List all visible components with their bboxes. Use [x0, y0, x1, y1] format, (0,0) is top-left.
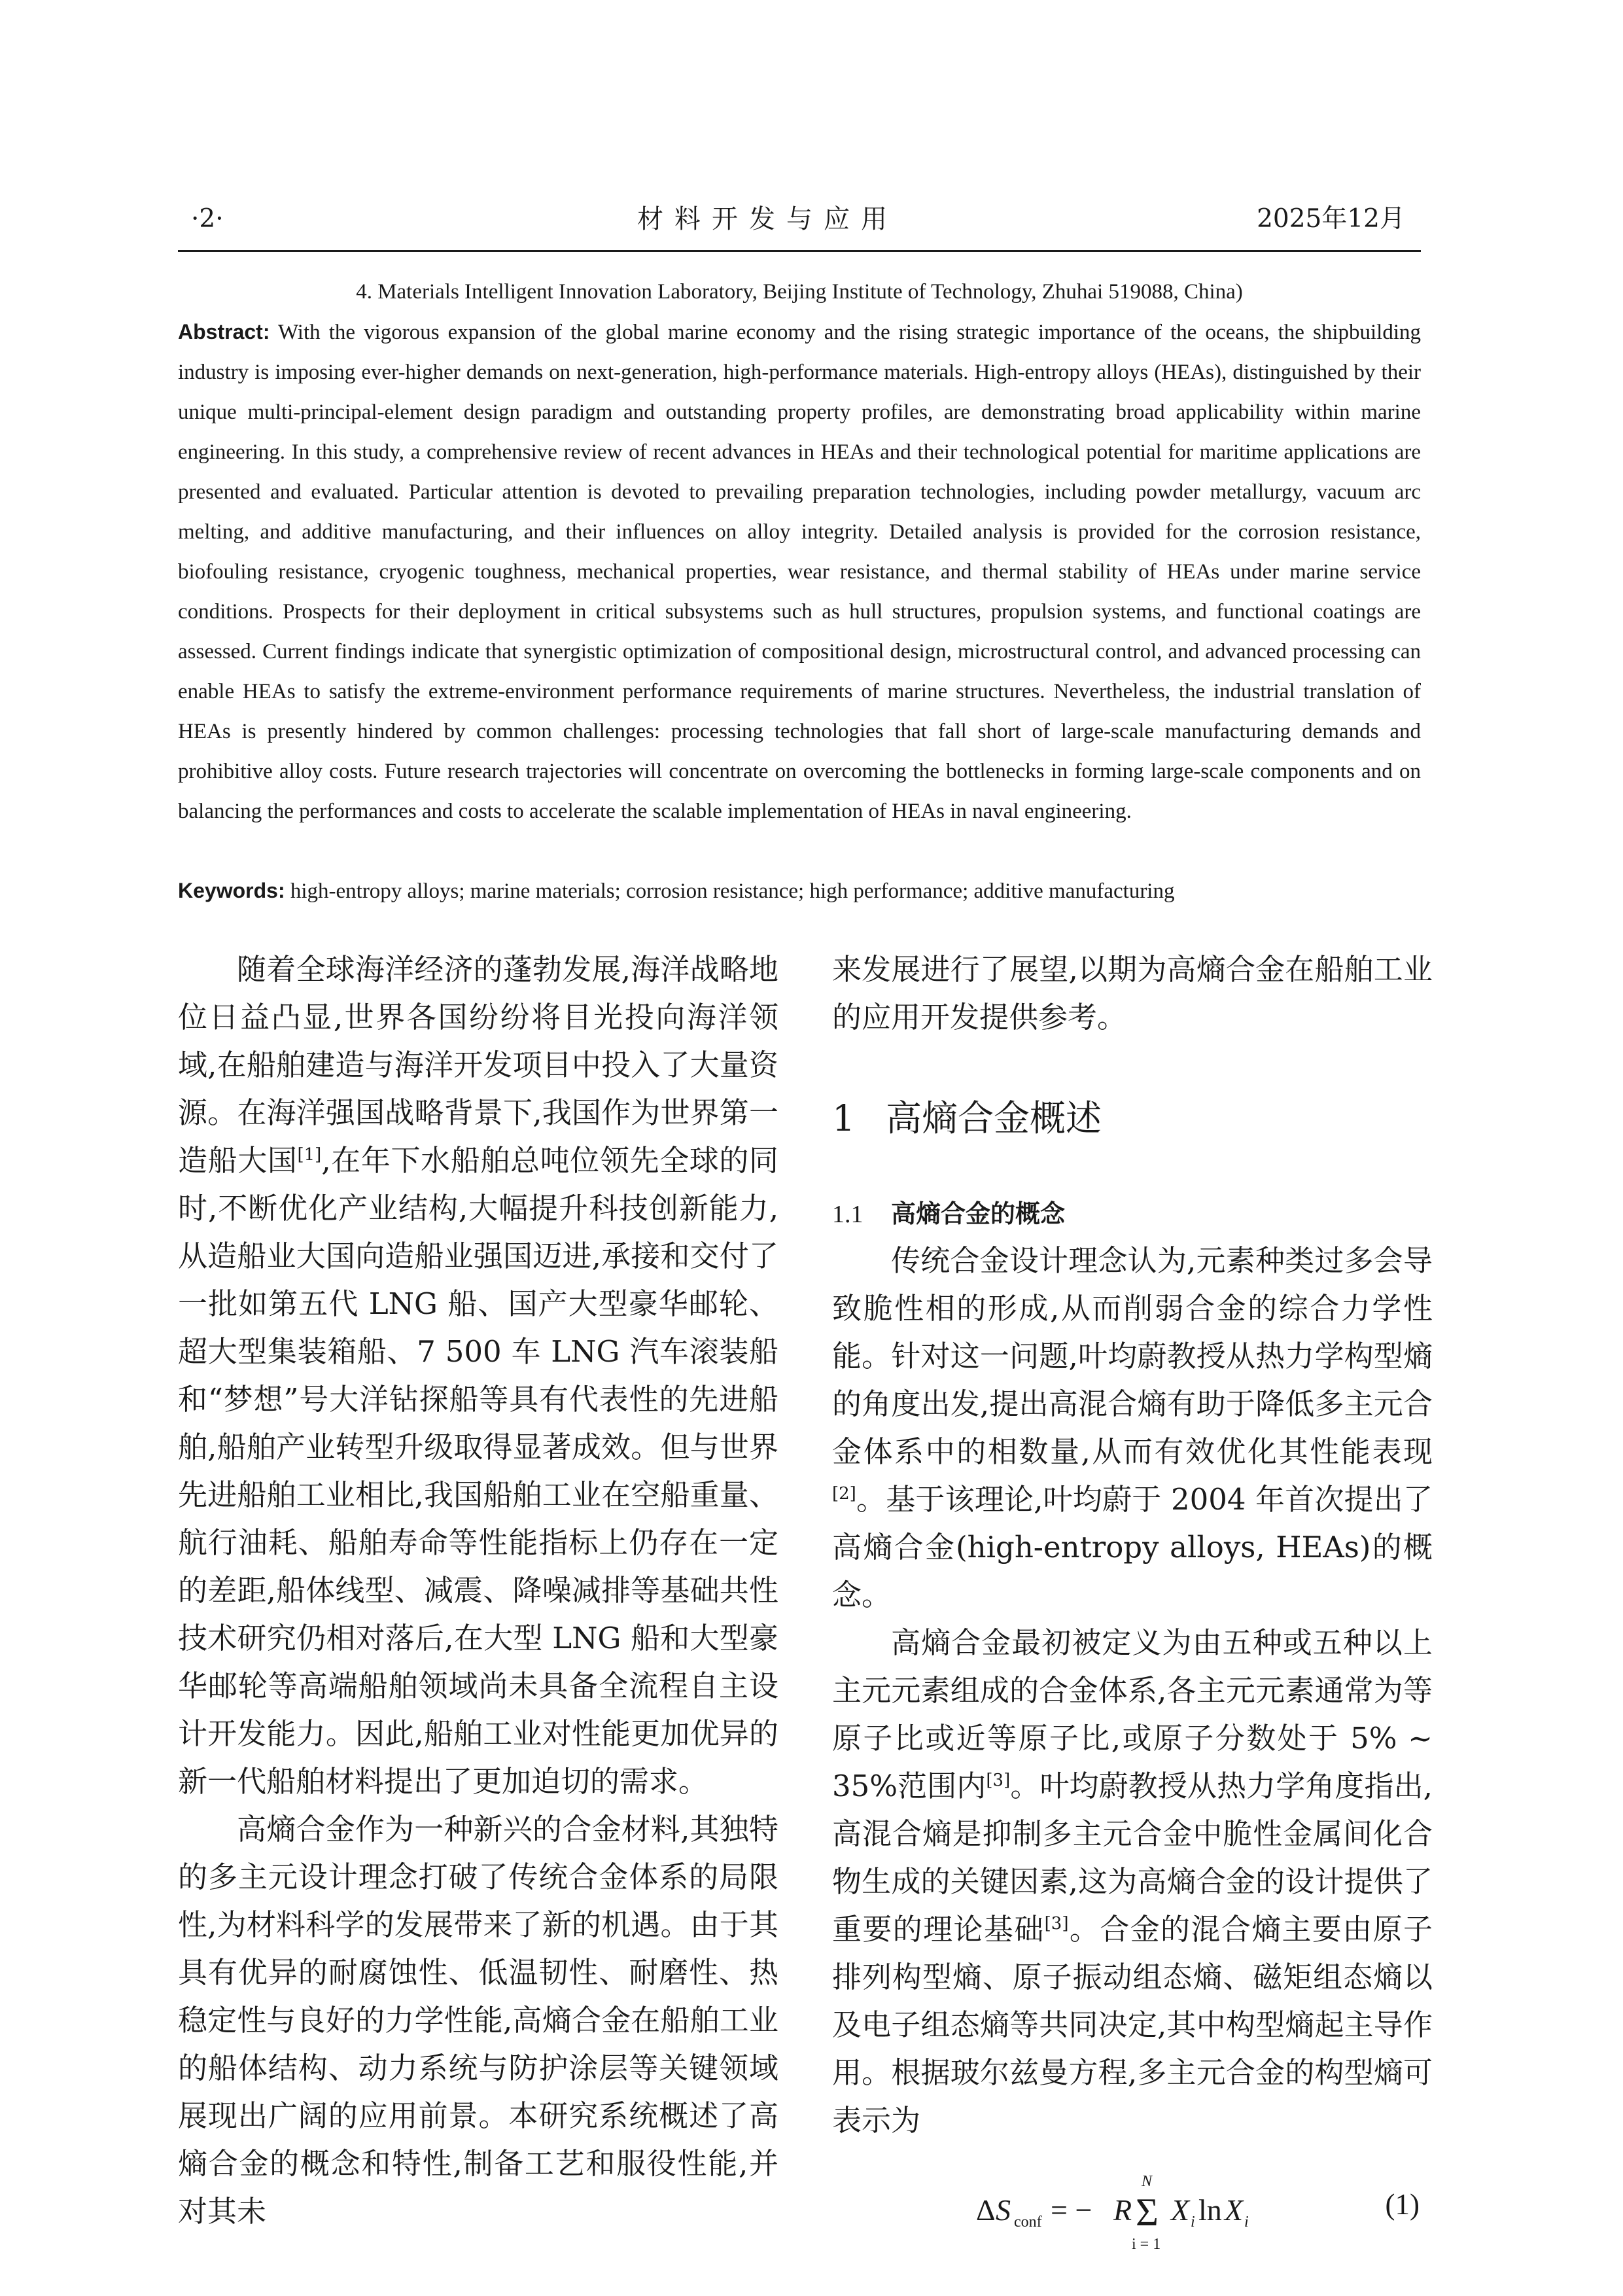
paragraph-text: 。叶均蔚教授从热力学角度指出,高混合熵是抑制多主元合金中脆性金属间化合物生成的关键因素,这为高熵合金的设计提供了重要的理论基础: [832, 1769, 1433, 1947]
paragraph-intro-1: [178, 945, 778, 1805]
paragraph-concept-1: [832, 1237, 1433, 1619]
paragraph-text: 高熵合金最初被定义为由五种或五种以上主元元素组成的合金体系,各主元元素通常为等原子比或近等原子比,或原子分数处于 5% ~ 35%范围内: [832, 1625, 1433, 1803]
citation-3: [3]: [986, 1771, 1011, 1790]
paragraph-text: ,在年下水船舶总吨位领先全球的同时,不断优化产业结构,大幅提升科技创新能力,从造船业大国向造船业强国迈进,承接和交付了一批如第五代 LNG 船、国产大型豪华邮轮、超大型集装箱船、7 500 车 LNG 汽车滚装船和“梦想”号大洋钻探船等具有代表性的先进船舶,船舶产业转型升级取得显著成效。但与世界先进船舶工业相比,我国船舶工业在空船重量、航行油耗、船舶寿命等性能指标上仍存在一定的差距,船体线型、减震、降噪减排等基础共性技术研究仍相对落后,在大型 LNG 船和大型豪华邮轮等高端船舶领域尚未具备全流程自主设计开发能力。因此,船舶工业对性能更加优异的新一代船舶材料提出了更加迫切的需求。: [178, 1143, 778, 1799]
journal-title: 材料开发与应用: [637, 204, 898, 234]
right-column: [832, 945, 1433, 2253]
paragraph-text: 传统合金设计理念认为,元素种类过多会导致脆性相的形成,从而削弱合金的综合力学性能。针对这一问题,叶均蔚教授从热力学构型熵的角度出发,提出高混合熵有助于降低多主元合金体系中的相数量,从而有效优化其性能表现: [832, 1243, 1433, 1469]
eq-lower-limit: i = 1: [1132, 2236, 1161, 2253]
affiliation: 4. Materials Intelligent Innovation Laboratory, Beijing Institute of Technology, Zhuhai 519088, China): [356, 280, 1243, 304]
keywords-sep: :: [277, 879, 285, 902]
running-header: [178, 203, 1421, 236]
section-title: 高熵合金概述: [886, 1097, 1102, 1139]
equation-1: [832, 2168, 1433, 2253]
eq-i2: i: [1244, 2214, 1249, 2231]
eq-sub-conf: conf: [1014, 2214, 1042, 2231]
left-column: [178, 945, 778, 2235]
abstract: [178, 312, 1421, 832]
section-heading: [832, 1092, 1433, 1144]
eq-i1: i: [1191, 2214, 1195, 2231]
subsection-title: 高熵合金的概念: [891, 1201, 1066, 1228]
eq-r: R: [1113, 2193, 1132, 2227]
abstract-label: Abstract: [178, 320, 263, 344]
keywords: [178, 871, 1421, 911]
paragraph-text: 随着全球海洋经济的蓬勃发展,海洋战略地位日益凸显,世界各国纷纷将目光投向海洋领域,在船舶建造与海洋开发项目中投入了大量资源。在海洋强国战略背景下,我国作为世界第一造船大国: [178, 952, 778, 1178]
eq-s: S: [996, 2193, 1011, 2227]
paragraph-text: 。合金的混合熵主要由原子排列构型熵、原子振动组态熵、磁矩组态熵以及电子组态熵等共同决定,其中构型熵起主导作用。根据玻尔兹曼方程,多主元合金的构型熵可表示为: [832, 1912, 1433, 2138]
eq-equals: = −: [1051, 2193, 1092, 2227]
eq-x1: X: [1171, 2193, 1190, 2227]
keywords-text: high-entropy alloys; marine materials; corrosion resistance; high performance; additive manufacturing: [290, 879, 1175, 903]
subsection-heading: [832, 1194, 1433, 1234]
paragraph-intro-continued: 来发展进行了展望,以期为高熵合金在船舶工业的应用开发提供参考。: [832, 952, 1433, 1034]
paragraph-text: 。基于该理论,叶均蔚于 2004 年首次提出了高熵合金(high-entropy alloys, HEAs)的概念。: [832, 1482, 1433, 1612]
equation-formula: [976, 2168, 1316, 2253]
issue-date: 2025年12月: [1257, 204, 1405, 234]
equation-number: (1): [1385, 2188, 1420, 2221]
citation-1: [1]: [297, 1145, 322, 1165]
abstract-text: With the vigorous expansion of the global marine economy and the rising strategic importance of the oceans, the shipbuilding industry is imposing ever-higher demands on next-generation, high-performance materials. High-entropy alloys (HEAs), distinguished by their unique multi-principal-element design paradigm and outstanding property profiles, are demonstrating broad applicability within marine engineering. In this study, a comprehensive review of recent advances in HEAs and their technological potential for maritime applications are presented and evaluated. Particular attention is devoted to prevailing preparation technologies, including powder metallurgy, vacuum arc melting, and additive manufacturing, and their influences on alloy integrity. Detailed analysis is provided for the corrosion resistance, biofouling resistance, cryogenic toughness, mechanical properties, wear resistance, and thermal stability of HEAs under marine service conditions. Prospects for their deployment in critical subsystems such as hull structures, propulsion systems, and functional coatings are assessed. Current findings indicate that synergistic optimization of compositional design, microstructural control, and advanced processing can enable HEAs to satisfy the extreme-environment performance requirements of marine structures. Nevertheless, the industrial translation of HEAs is presently hindered by common challenges: processing technologies that fall short of large-scale manufacturing demands and prohibitive alloy costs. Future research trajectories will concentrate on overcoming the bottlenecks in forming large-scale components and on balancing the performances and costs to accelerate the scalable implementation of HEAs in naval engineering.: [178, 321, 1421, 823]
header-rule: [178, 250, 1421, 252]
paragraph-concept-2: [832, 1619, 1433, 2144]
eq-sigma: Σ: [1136, 2191, 1159, 2234]
keywords-label: Keywords: [178, 879, 278, 902]
citation-2: [2]: [832, 1484, 856, 1504]
eq-x2: X: [1225, 2193, 1244, 2227]
eq-upper-limit: N: [1142, 2173, 1153, 2190]
paragraph-intro-2: 高熵合金作为一种新兴的合金材料,其独特的多主元设计理念打破了传统合金体系的局限性,为材料科学的发展带来了新的机遇。由于其具有优异的耐腐蚀性、低温韧性、耐磨性、热稳定性与良好的力学性能,高熵合金在船舶工业的船体结构、动力系统与防护涂层等关键领域展现出广阔的应用前景。本研究系统概述了高熵合金的概念和特性,制备工艺和服役性能,并对其未: [178, 1812, 778, 2229]
eq-delta: Δ: [976, 2193, 996, 2227]
page-number: ·2·: [191, 204, 224, 234]
eq-ln: ln: [1198, 2193, 1222, 2227]
abstract-sep: :: [262, 320, 270, 344]
subsection-number: 1.1: [832, 1201, 864, 1228]
citation-3b: [3]: [1044, 1914, 1069, 1934]
section-number: 1: [832, 1097, 855, 1139]
